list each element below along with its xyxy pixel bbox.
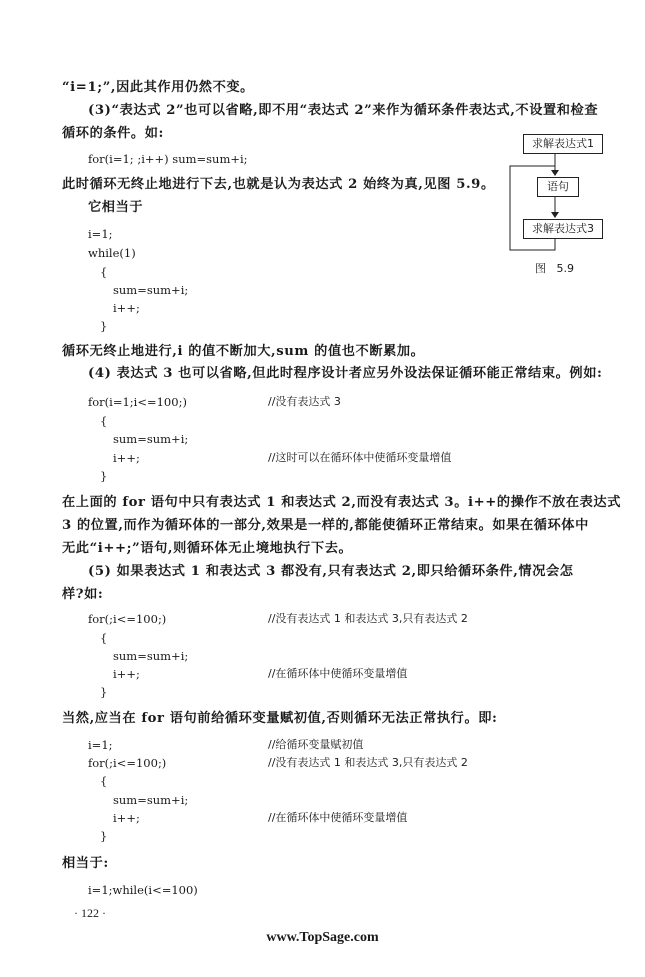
text-line: 无此“i++;”语句,则循环体无止境地执行下去。 <box>62 541 353 556</box>
code-line: i=1;while(i<=100) <box>88 883 198 897</box>
code-line: while(1) <box>88 246 136 260</box>
text-line: 在上面的 for 语句中只有表达式 1 和表达式 2,而没有表达式 3。i++的操作不放在表达式 <box>62 495 621 510</box>
code-line: } <box>100 685 108 699</box>
code-line: for(i=1;i<=100;) <box>88 395 187 409</box>
text-line: 循环无终止地进行,i 的值不断加大,sum 的值也不断累加。 <box>62 344 425 359</box>
code-line: for(;i<=100;) <box>88 612 167 626</box>
text-line: 循环的条件。如: <box>62 126 164 141</box>
code-comment: //这时可以在循环体中使循环变量增值 <box>268 451 452 464</box>
code-line: i++; <box>113 451 140 465</box>
flowchart-box-expr3: 求解表达式3 <box>523 219 603 239</box>
text-line: (3)“表达式 2”也可以省略,即不用“表达式 2”来作为循环条件表达式,不设置和检查 <box>88 103 599 118</box>
code-comment: //在循环体中使循环变量增值 <box>268 667 408 680</box>
code-line: { <box>100 414 108 428</box>
code-line: i++; <box>113 811 140 825</box>
code-line: i++; <box>113 667 140 681</box>
code-comment: //没有表达式 1 和表达式 3,只有表达式 2 <box>268 756 468 769</box>
code-line: sum=sum+i; <box>113 432 189 446</box>
arrow-head <box>551 170 559 176</box>
figure-caption: 图 5.9 <box>535 262 574 275</box>
code-line: { <box>100 631 108 645</box>
text-line: (4) 表达式 3 也可以省略,但此时程序设计者应另外设法保证循环能正常结束。例如: <box>88 366 603 381</box>
code-line: i++; <box>113 301 140 315</box>
code-comment: //没有表达式 1 和表达式 3,只有表达式 2 <box>268 612 468 625</box>
code-comment: //在循环体中使循环变量增值 <box>268 811 408 824</box>
flowchart-box-statement: 语句 <box>537 177 579 197</box>
text-line: 相当于: <box>62 856 109 871</box>
code-line: for(;i<=100;) <box>88 756 167 770</box>
code-line: i=1; <box>88 738 113 752</box>
footer-url[interactable]: www.TopSage.com <box>266 930 379 945</box>
code-line: { <box>100 774 108 788</box>
text-line: 样?如: <box>62 587 104 602</box>
text-line: “i=1;”,因此其作用仍然不变。 <box>62 80 254 95</box>
text-line: 3 的位置,而作为循环体的一部分,效果是一样的,都能使循环正常结束。如果在循环体中 <box>62 518 589 533</box>
text-line: 此时循环无终止地进行下去,也就是认为表达式 2 始终为真,见图 5.9。 <box>62 177 495 192</box>
code-line: } <box>100 319 108 333</box>
flowchart-box-expr1: 求解表达式1 <box>523 134 603 154</box>
code-line: { <box>100 265 108 279</box>
code-comment: //给循环变量赋初值 <box>268 738 364 751</box>
code-comment: //没有表达式 3 <box>268 395 341 408</box>
text-line: (5) 如果表达式 1 和表达式 3 都没有,只有表达式 2,即只给循环条件,情况会怎 <box>88 564 574 579</box>
code-line: sum=sum+i; <box>113 793 189 807</box>
code-line: sum=sum+i; <box>113 283 189 297</box>
arrow-head <box>551 212 559 218</box>
code-line: } <box>100 829 108 843</box>
flowchart-figure <box>505 130 605 278</box>
text-line: 当然,应当在 for 语句前给循环变量赋初值,否则循环无法正常执行。即: <box>62 711 498 726</box>
code-line: } <box>100 469 108 483</box>
page-number: · 122 · <box>74 906 106 920</box>
code-line: i=1; <box>88 227 113 241</box>
code-line: sum=sum+i; <box>113 649 189 663</box>
text-line: 它相当于 <box>88 200 144 215</box>
code-line: for(i=1; ;i++) sum=sum+i; <box>88 152 248 166</box>
